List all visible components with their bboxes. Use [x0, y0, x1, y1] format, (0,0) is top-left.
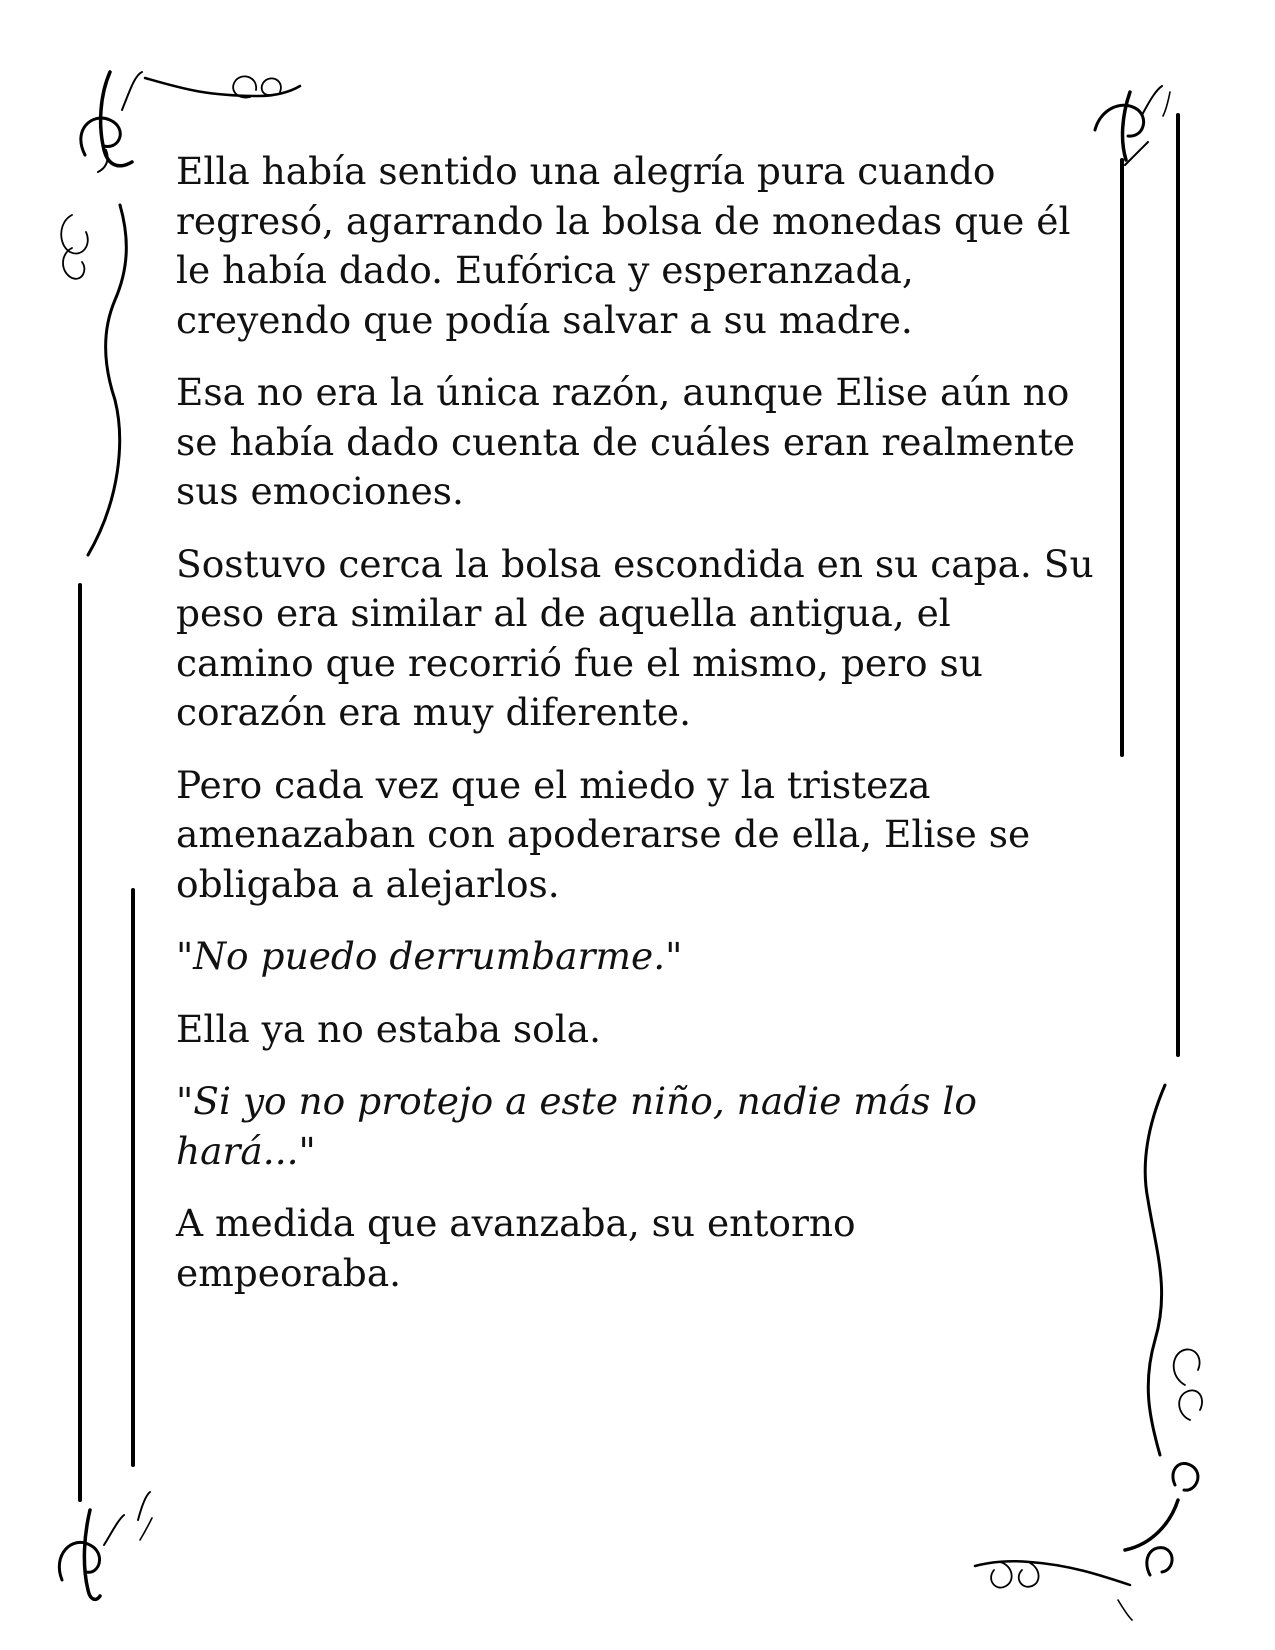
flourish-bottom-left-icon [59, 1492, 152, 1599]
paragraph [176, 540, 1096, 738]
paragraph [176, 1199, 1096, 1298]
text-line: regresó, agarrando la bolsa de monedas que él [176, 198, 1071, 243]
paragraph [176, 1005, 1096, 1055]
paragraph [176, 368, 1096, 517]
text-line: obligaba a alejarlos. [176, 861, 560, 906]
text-line: A medida que avanzaba, su entorno [176, 1201, 856, 1245]
text-line: se había dado cuenta de cuáles eran realmente [176, 419, 1076, 464]
text-line: empeoraba. [176, 1250, 402, 1295]
inner-thought [176, 1077, 1096, 1176]
story-text [176, 147, 1096, 1321]
paragraph [176, 147, 1096, 345]
text-line: Sostuvo cerca la bolsa escondida en su capa. Su [176, 541, 1094, 586]
text-line: camino que recorrió fue el mismo, pero su [176, 640, 983, 685]
text-line: "No puedo derrumbarme." [176, 934, 683, 978]
text-line: Ella ya no estaba sola. [176, 1006, 601, 1051]
text-line: sus emociones. [176, 469, 464, 513]
text-line: peso era similar al de aquella antigua, el [176, 591, 951, 635]
text-line: le había dado. Eufórica y esperanzada, [176, 248, 914, 292]
text-line: amenazaban con apoderarse de ella, Elise se [176, 812, 1031, 856]
text-line: Esa no era la única razón, aunque Elise aún no [176, 370, 1070, 414]
paragraph [176, 761, 1096, 910]
text-line: Ella había sentido una alegría pura cuando [176, 149, 996, 193]
text-line: Pero cada vez que el miedo y la tristeza [176, 762, 931, 807]
text-line: hará..." [176, 1128, 316, 1173]
text-line: creyendo que podía salvar a su madre. [176, 297, 913, 342]
inner-thought [176, 932, 1096, 982]
flourish-top-right-icon [1095, 86, 1170, 165]
text-line: "Si yo no protejo a este niño, nadie más lo [176, 1079, 977, 1123]
text-line: corazón era muy diferente. [176, 690, 692, 734]
